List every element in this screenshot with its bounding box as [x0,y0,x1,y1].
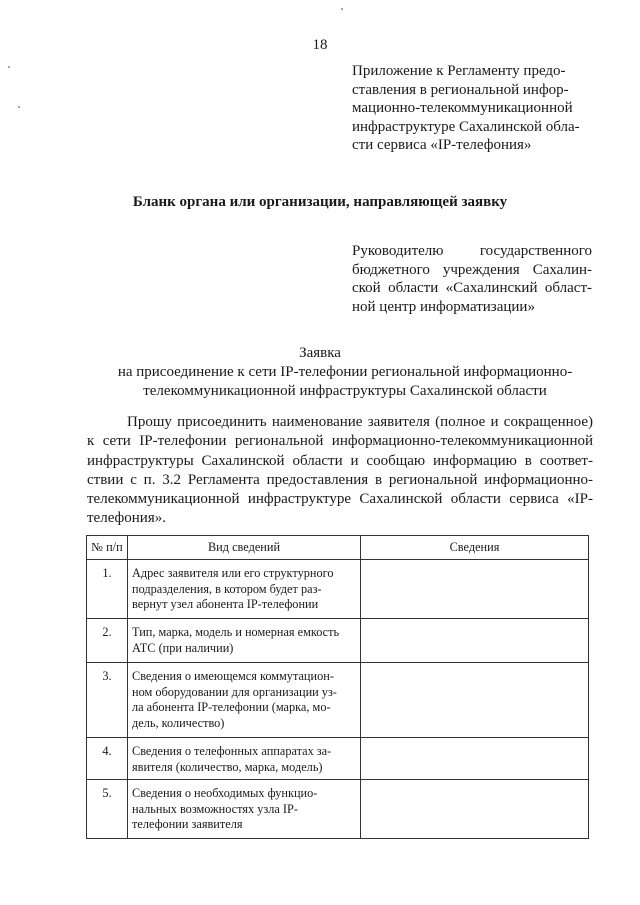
row-value[interactable] [361,560,589,619]
appendix-line: мационно-телекоммуникационной [352,100,573,116]
scan-speck [18,106,20,108]
row-value[interactable] [361,738,589,780]
row-kind-line: Сведения о телефонных аппаратах за- [132,744,332,758]
scan-speck [8,66,10,68]
row-kind-line: Тип, марка, модель и номерная емкость [132,625,340,639]
addressee-line: Руководителю государственного [352,243,592,259]
row-value[interactable] [361,663,589,738]
row-kind-line: подразделения, в котором будет раз- [132,581,322,596]
row-kind [128,619,361,663]
row-kind-line: телефонии заявителя [132,817,243,831]
table-row [87,663,589,738]
body-line: инфраструктуры Сахалинской области и сообщаю информацию в соответ- [87,452,593,469]
addressee-line: ной центр информатизации» [352,298,535,315]
request-title: Заявка [299,345,341,361]
row-kind-line: ла абонента IP-телефонии (марка, мо- [132,700,331,714]
body-line: Прошу присоединить наименование заявителя (полное и сокращенное) [127,414,593,430]
row-kind-line: Адрес заявителя или его структурного [132,566,334,580]
row-number: 1. [87,560,128,619]
row-kind-line: явителя (количество, марка, модель) [132,759,323,774]
body-line: телекоммуникационной инфраструктуре Сахалинской области сервиса «IP- [87,491,593,508]
request-subtitle-line: телекоммуникационной инфраструктуры Сахалинской области [143,382,547,399]
row-kind [128,560,361,619]
appendix-line: инфраструктуре Сахалинской обла- [352,118,580,135]
scan-speck [341,8,343,10]
body-line: ствии с п. 3.2 Регламента предоставления в региональной информационно- [87,471,593,488]
row-kind [128,663,361,738]
row-kind-line: дель, количество) [132,715,225,730]
table-header-row [87,536,589,560]
form-heading: Бланк органа или организации, направляющей заявку [132,194,508,210]
appendix-line: сти сервиса «IP-телефония» [352,137,532,153]
header-kind: Вид сведений [128,536,361,560]
row-number: 4. [87,738,128,780]
table-row [87,560,589,619]
row-kind [128,738,361,780]
request-body [87,413,593,529]
row-kind-line: вернут узел абонента IP-телефонии [132,597,319,611]
appendix-note [352,62,592,155]
row-kind-line: нальных возможностях узла IP- [132,801,298,816]
table-row [87,619,589,663]
body-line: к сети IP-телефонии региональной информационно-телекоммуникационной [87,433,593,450]
appendix-line: ставления в региональной инфор- [352,81,569,98]
row-number: 5. [87,780,128,839]
row-number: 2. [87,619,128,663]
row-value[interactable] [361,619,589,663]
table-row [87,780,589,839]
addressee-line: бюджетного учреждения Сахалин- [352,261,592,278]
addressee-block [352,242,592,316]
request-subtitle-line: на присоединение к сети IP-телефонии региональной информационно- [117,364,573,380]
row-kind-line: АТС (при наличии) [132,640,234,655]
row-kind [128,780,361,839]
row-kind-line: ном оборудовании для организации уз- [132,684,337,699]
row-kind-line: Сведения о необходимых функцио- [132,786,318,800]
body-line: телефония». [87,510,166,527]
info-table [86,535,589,839]
page-number: 18 [312,37,328,53]
request-subtitle [90,363,600,400]
table-row [87,738,589,780]
header-number: № п/п [87,536,128,560]
header-value: Сведения [361,536,589,560]
row-number: 3. [87,663,128,738]
appendix-line: Приложение к Регламенту предо- [352,63,566,79]
row-kind-line: Сведения о имеющемся коммутацион- [132,669,334,683]
row-value[interactable] [361,780,589,839]
addressee-line: ской области «Сахалинский област- [352,280,592,296]
